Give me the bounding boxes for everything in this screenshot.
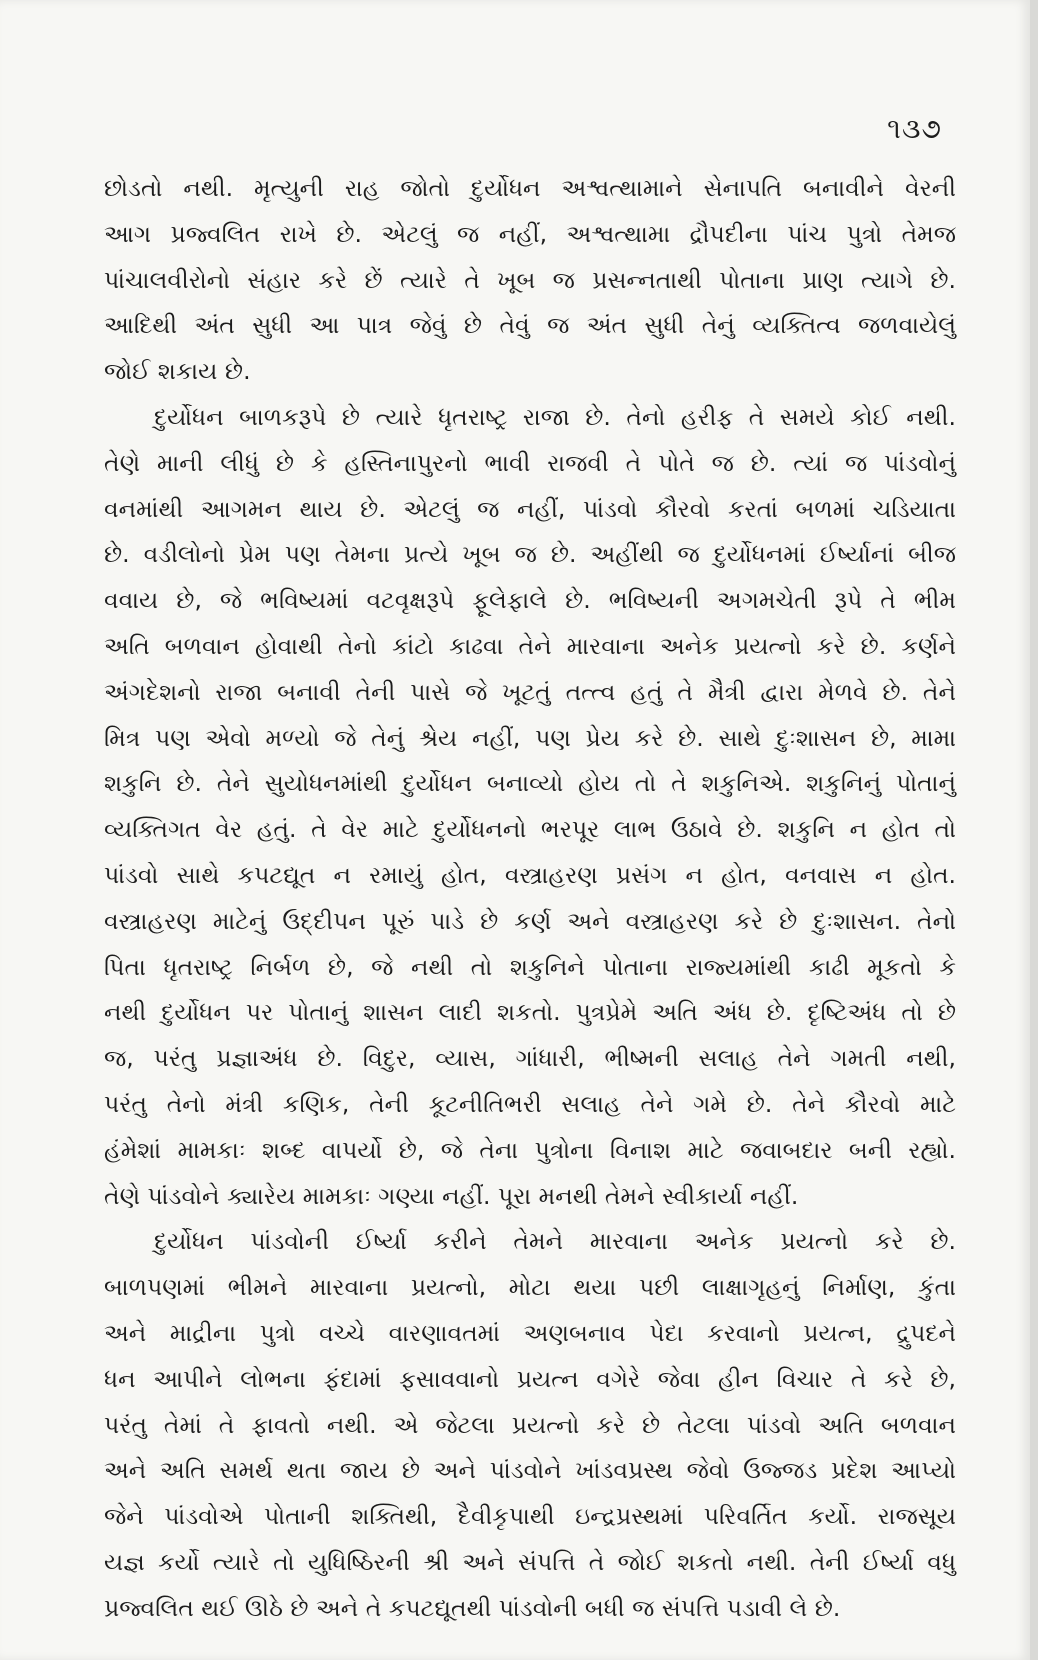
text-line: દુર્યોધન પાંડવોની ઈર્ષ્યા કરીને તેમને મારવાના અનેક પ્રયત્નો કરે છે. bbox=[154, 1227, 956, 1256]
page-number: ૧૩૭ bbox=[887, 112, 942, 145]
text-line: અંગદેશનો રાજા બનાવી તેની પાસે જે ખૂટતું તત્ત્વ હતું તે મૈત્રી દ્વારા મેળવે છે. તેને bbox=[104, 677, 956, 706]
paragraph bbox=[104, 395, 956, 1219]
page-body bbox=[104, 166, 956, 1632]
text-line: હંમેશાં મામકાઃ શબ્દ વાપર્યો છે, જે તેના પુત્રોના વિનાશ માટે જવાબદાર બની રહ્યો. bbox=[104, 1135, 956, 1164]
text-line: જોઈ શકાય છે. bbox=[104, 357, 251, 386]
text-line: વવાય છે, જે ભવિષ્યમાં વટવૃક્ષરૂપે ફૂલેફાલે છે. ભવિષ્યની અગમચેતી રૂપે તે ભીમ bbox=[104, 586, 956, 615]
text-line: અને માદ્રીના પુત્રો વચ્ચે વારણાવતમાં અણબનાવ પેદા કરવાનો પ્રયત્ન, દ્રુપદને bbox=[104, 1318, 956, 1347]
text-line: અને અતિ સમર્થ થતા જાય છે અને પાંડવોને ખાંડવપ્રસ્થ જેવો ઉજ્જડ પ્રદેશ આપ્યો bbox=[104, 1456, 956, 1485]
text-line: વ્યક્તિગત વેર હતું. તે વેર માટે દુર્યોધનનો ભરપૂર લાભ ઉઠાવે છે. શકુનિ ન હોત તો bbox=[104, 815, 956, 844]
text-line: જેને પાંડવોએ પોતાની શક્તિથી, દૈવીકૃપાથી ઇન્દ્રપ્રસ્થમાં પરિવર્તિત કર્યો. રાજસૂય bbox=[104, 1502, 956, 1531]
text-line: જ, પરંતુ પ્રજ્ઞાઅંધ છે. વિદુર, વ્યાસ, ગાંધારી, ભીષ્મની સલાહ તેને ગમતી નથી, bbox=[104, 1044, 956, 1073]
text-line: શકુનિ છે. તેને સુયોધનમાંથી દુર્યોધન બનાવ્યો હોય તો તે શકુનિએ. શકુનિનું પોતાનું bbox=[104, 769, 956, 798]
text-line: તેણે માની લીધું છે કે હસ્તિનાપુરનો ભાવી રાજવી તે પોતે જ છે. ત્યાં જ પાંડવોનું bbox=[104, 448, 956, 477]
text-line: પરંતુ તેમાં તે ફાવતો નથી. એ જેટલા પ્રયત્નો કરે છે તેટલા પાંડવો અતિ બળવાન bbox=[104, 1410, 956, 1439]
text-line: ધન આપીને લોભના ફંદામાં ફસાવવાનો પ્રયત્ન વગેરે જેવા હીન વિચાર તે કરે છે, bbox=[104, 1364, 956, 1393]
text-line: યજ્ઞ કર્યો ત્યારે તો યુધિષ્ઠિરની શ્રી અને સંપત્તિ તે જોઈ શકતો નથી. તેની ઈર્ષ્યા વધુ bbox=[104, 1547, 956, 1576]
text-line: છે. વડીલોનો પ્રેમ પણ તેમના પ્રત્યે ખૂબ જ છે. અહીંથી જ દુર્યોધનમાં ઈર્ષ્યાનાં બીજ bbox=[104, 540, 956, 569]
text-line: પ્રજ્વલિત થઈ ઊઠે છે અને તે કપટદ્યૂતથી પાંડવોની બધી જ સંપત્તિ પડાવી લે છે. bbox=[104, 1593, 841, 1622]
paragraph bbox=[104, 1219, 956, 1631]
text-line: પાંડવો સાથે કપટદ્યૂત ન રમાયું હોત, વસ્ત્રાહરણ પ્રસંગ ન હોત, વનવાસ ન હોત. bbox=[104, 860, 956, 889]
text-line: દુર્યોધન બાળકરૂપે છે ત્યારે ધૃતરાષ્ટ્ર રાજા છે. તેનો હરીફ તે સમયે કોઈ નથી. bbox=[154, 402, 956, 431]
text-line: આદિથી અંત સુધી આ પાત્ર જેવું છે તેવું જ અંત સુધી તેનું વ્યક્તિત્વ જળવાયેલું bbox=[104, 311, 956, 340]
text-line: છોડતો નથી. મૃત્યુની રાહ જોતો દુર્યોધન અશ્વત્થામાને સેનાપતિ બનાવીને વેરની bbox=[104, 174, 956, 202]
paragraph-container bbox=[104, 166, 956, 1632]
text-line: પિતા ધૃતરાષ્ટ્ર નિર્બળ છે, જે નથી તો શકુનિને પોતાના રાજ્યમાંથી કાઢી મૂકતો કે bbox=[104, 952, 956, 981]
text-line: વસ્ત્રાહરણ માટેનું ઉદ્દીપન પૂરું પાડે છે કર્ણ અને વસ્ત્રાહરણ કરે છે દુઃશાસન. તેનો bbox=[104, 906, 956, 935]
text-line: તેણે પાંડવોને ક્યારેય મામકાઃ ગણ્યા નહીં. પૂરા મનથી તેમને સ્વીકાર્યા નહીં. bbox=[104, 1181, 799, 1210]
text-line: મિત્ર પણ એવો મળ્યો જે તેનું શ્રેય નહીં, પણ પ્રેય કરે છે. સાથે દુઃશાસન છે, મામા bbox=[104, 723, 956, 752]
text-line: અતિ બળવાન હોવાથી તેનો કાંટો કાઢવા તેને મારવાના અનેક પ્રયત્નો કરે છે. કર્ણને bbox=[104, 631, 956, 660]
text-line: નથી દુર્યોધન પર પોતાનું શાસન લાદી શકતો. પુત્રપ્રેમે અતિ અંધ છે. દૃષ્ટિઅંધ તો છે bbox=[104, 998, 956, 1027]
text-line: બાળપણમાં ભીમને મારવાના પ્રયત્નો, મોટા થયા પછી લાક્ષાગૃહનું નિર્માણ, કુંતા bbox=[104, 1273, 956, 1302]
text-line: પરંતુ તેનો મંત્રી કણિક, તેની કૂટનીતિભરી સલાહ તેને ગમે છે. તેને કૌરવો માટે bbox=[104, 1089, 956, 1118]
text-line: આગ પ્રજ્વલિત રાખે છે. એટલું જ નહીં, અશ્વત્થામા દ્રૌપદીના પાંચ પુત્રો તેમજ bbox=[104, 219, 956, 248]
text-line: પાંચાલવીરોનો સંહાર કરે છેં ત્યારે તે ખૂબ જ પ્રસન્નતાથી પોતાના પ્રાણ ત્યાગે છે. bbox=[104, 265, 956, 294]
text-line: વનમાંથી આગમન થાય છે. એટલું જ નહીં, પાંડવો કૌરવો કરતાં બળમાં ચડિયાતા bbox=[104, 494, 956, 523]
paragraph bbox=[104, 166, 956, 395]
